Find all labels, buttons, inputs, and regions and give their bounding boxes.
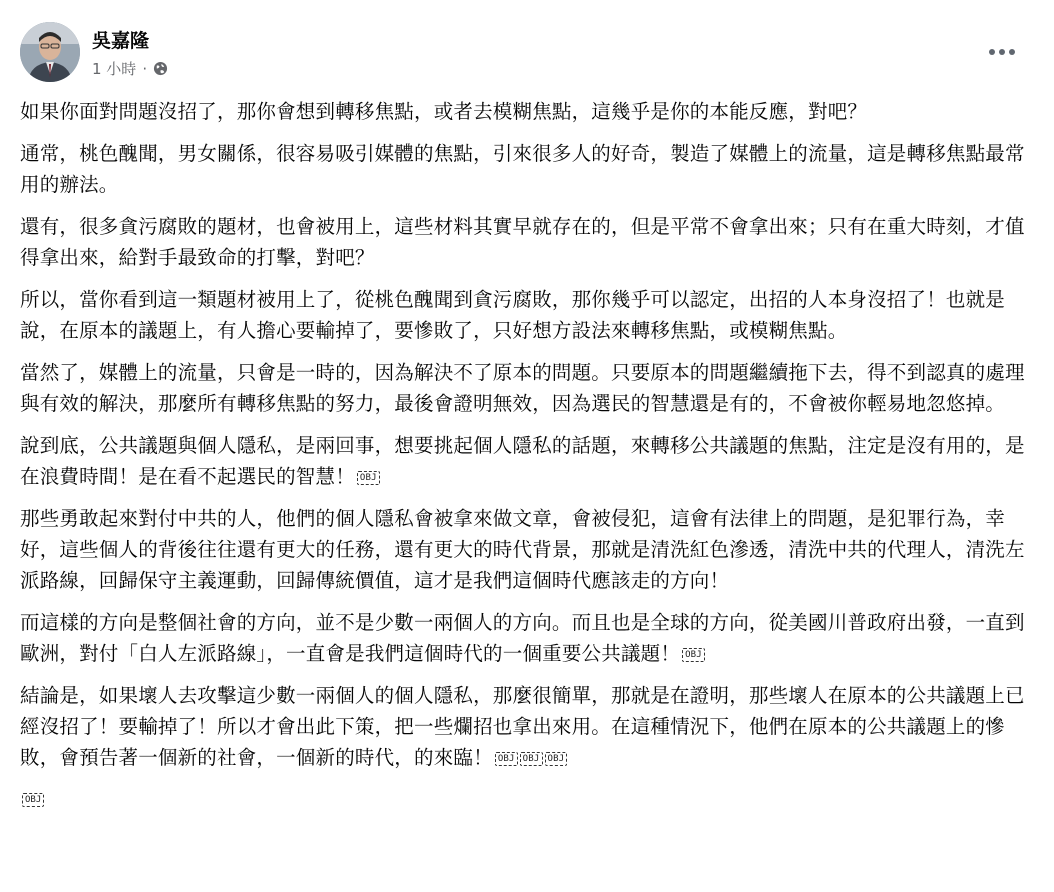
post-paragraph-text: 說到底，公共議題與個人隱私，是兩回事，想要挑起個人隱私的話題，來轉移公共議題的焦點，注定是沒有用的，是在浪費時間！是在看不起選民的智慧！ (20, 434, 1025, 488)
more-options-button[interactable] (984, 38, 1020, 66)
author-name[interactable]: 吳嘉隆 (92, 30, 150, 52)
post-paragraph: 那些勇敢起來對付中共的人，他們的個人隱私會被拿來做文章，會被侵犯，這會有法律上的問題，是犯罪行為，幸好，這些個人的背後往往還有更大的任務，還有更大的時代背景，那就是清洗紅色滲透，清洗中共的代理人，清洗左派路線，回歸保守主義運動，回歸傳統價值，這才是我們這個時代應該走的方向！ (20, 507, 1025, 592)
post-paragraph: 如果你面對問題沒招了，那你會想到轉移焦點，或者去模糊焦點，這幾乎是你的本能反應，對吧？ (20, 100, 868, 123)
post-paragraph-text: 而這樣的方向是整個社會的方向，並不是少數一兩個人的方向。而且也是全球的方向，從美國川普政府出發，一直到歐洲，對付「白人左派路線」，一直會是我們這個時代的一個重要公共議題！ (20, 611, 1025, 665)
post-paragraph: 當然了，媒體上的流量，只會是一時的，因為解決不了原本的問題。只要原本的問題繼續拖下去，得不到認真的處理與有效的解決，那麼所有轉移焦點的努力，最後會證明無效，因為選民的智慧還是有的，不會被你輕易地忽悠掉。 (20, 361, 1025, 415)
obj-placeholder-icon: OBJ (682, 648, 705, 662)
post-paragraph-text: 結論是，如果壞人去攻擊這少數一兩個人的個人隱私，那麼很簡單，那就是在證明，那些壞人在原本的公共議題上已經沒招了！要輸掉了！所以才會出此下策，把一些爛招也拿出來用。在這種情況下，他們在原本的公共議題上的慘敗，會預告著一個新的社會，一個新的時代，的來臨！ (20, 684, 1025, 769)
obj-placeholder-icon: OBJ (495, 752, 518, 766)
trailing-obj-line (20, 789, 1036, 808)
post-paragraph: 通常，桃色醜聞，男女關係，很容易吸引媒體的焦點，引來很多人的好奇，製造了媒體上的流量，這是轉移焦點最常用的辦法。 (20, 142, 1025, 196)
post-time[interactable]: 1 小時 (92, 60, 137, 78)
more-options-icon (989, 49, 995, 55)
post-paragraph: 還有，很多貪污腐敗的題材，也會被用上，這些材料其實早就存在的，但是平常不會拿出來；只有在重大時刻，才值得拿出來，給對手最致命的打擊，對吧？ (20, 215, 1025, 269)
more-options-dot (999, 49, 1005, 55)
avatar-image (20, 22, 80, 82)
post-meta (92, 58, 168, 79)
meta-separator: · (142, 59, 148, 78)
obj-placeholder-icon: OBJ (22, 793, 44, 807)
obj-placeholder-icon: OBJ (545, 752, 568, 766)
obj-placeholder-icon: OBJ (520, 752, 543, 766)
post-paragraph: 所以，當你看到這一類題材被用上了，從桃色醜聞到貪污腐敗，那你幾乎可以認定，出招的人本身沒招了！也就是說，在原本的議題上，有人擔心要輸掉了，要慘敗了，只好想方設法來轉移焦點，或模糊焦點。 (20, 288, 1006, 342)
post-header (20, 22, 1034, 86)
post-paragraph-with-obj (20, 430, 1036, 492)
globe-icon[interactable] (153, 61, 168, 76)
author-avatar[interactable] (20, 22, 80, 82)
post-paragraph-with-obj (20, 680, 1036, 773)
post-body (20, 96, 1036, 808)
more-options-dot (1009, 49, 1015, 55)
post-paragraph-with-obj (20, 607, 1036, 669)
obj-placeholder-icon: OBJ (357, 471, 380, 485)
